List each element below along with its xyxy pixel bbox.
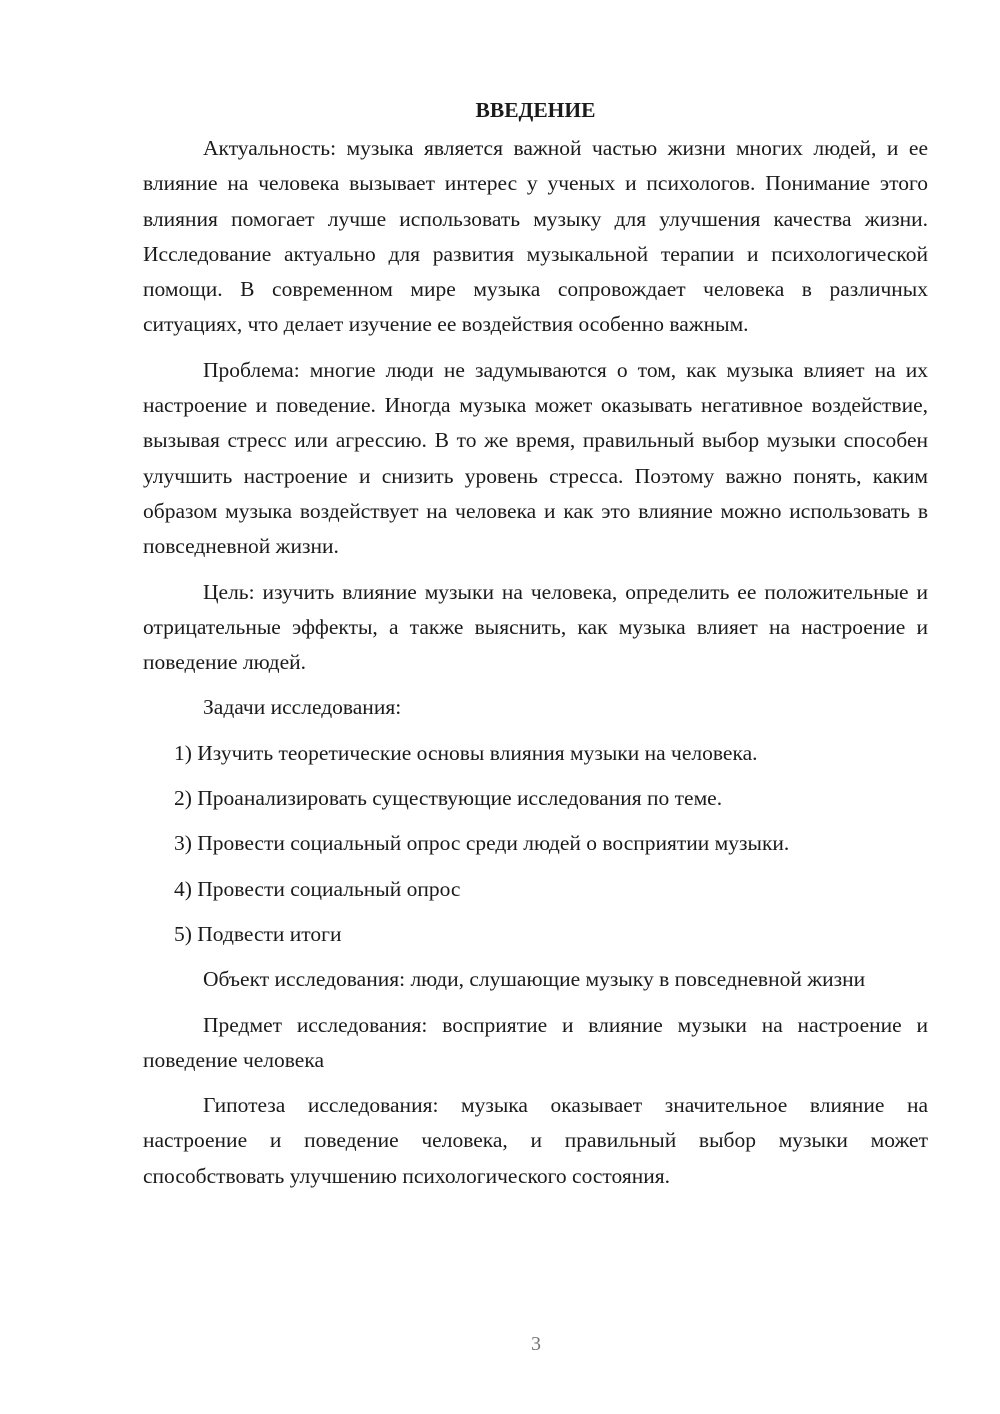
task-item: 4) Провести социальный опрос [174,876,461,901]
tasks-list [143,736,928,952]
section-title: ВВЕДЕНИЕ [475,98,596,122]
page-number: 3 [531,1333,541,1355]
subject-paragraph: Предмет исследования: восприятие и влияние музыки на настроение и поведение человека [143,1012,928,1072]
goal-paragraph: Цель: изучить влияние музыки на человека, определить ее положительные и отрицательные эффекты, а также выяснить, как музыка влияет на настроение и поведение людей. [143,579,928,675]
task-item: 2) Проанализировать существующие исследования по теме. [174,786,723,811]
tasks-heading: Задачи исследования: [203,695,402,720]
document-page [143,92,928,1204]
object-paragraph: Объект исследования: люди, слушающие музыку в повседневной жизни [203,967,866,992]
problem-paragraph: Проблема: многие люди не задумываются о том, как музыка влияет на их настроение и поведение. Иногда музыка может оказывать негативное воздействие, вызывая стресс или агрессию. В то же время, правильный выбор музыки способен улучшить настроение и снизить уровень стресса. Поэтому важно понять, каким образом музыка воздействует на человека и как это влияние можно использовать в повседневной жизни. [143,357,928,559]
relevance-paragraph: Актуальность: музыка является важной частью жизни многих людей, и ее влияние на человека вызывает интерес у ученых и психологов. Понимание этого влияния помогает лучше использовать музыку для улучшения качества жизни. Исследование актуально для развития музыкальной терапии и психологической помощи. В современном мире музыка сопровождает человека в различных ситуациях, что делает изучение ее воздействия особенно важным. [143,136,928,337]
hypothesis-paragraph: Гипотеза исследования: музыка оказывает значительное влияние на настроение и поведение человека, и правильный выбор музыки может способствовать улучшению психологического состояния. [143,1093,928,1188]
task-item: 3) Провести социальный опрос среди людей о восприятии музыки. [174,831,790,856]
task-item: 1) Изучить теоретические основы влияния музыки на человека. [174,740,758,765]
task-item: 5) Подвести итоги [174,921,342,946]
